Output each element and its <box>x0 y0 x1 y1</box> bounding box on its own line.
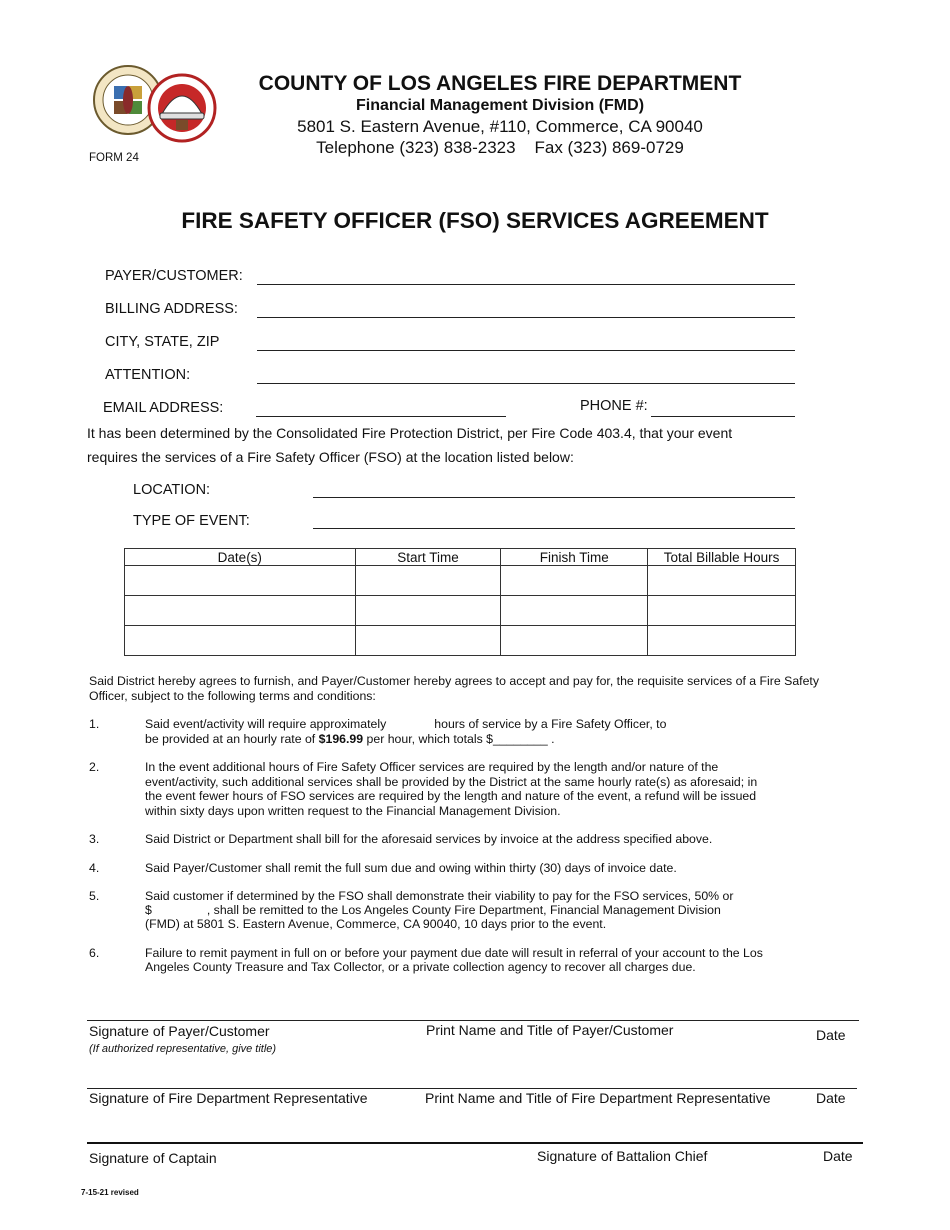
finish-time-cell[interactable] <box>501 626 648 656</box>
fd-date-label: Date <box>816 1090 846 1106</box>
terms-intro-line-2: Officer, subject to the following terms and conditions: <box>89 689 376 703</box>
battalion-chief-signature-label: Signature of Battalion Chief <box>537 1148 708 1164</box>
intro-line-2: requires the services of a Fire Safety Officer (FSO) at the location listed below: <box>87 449 574 465</box>
phone-field[interactable] <box>651 416 795 417</box>
schedule-table <box>124 548 796 656</box>
fd-print-name-label: Print Name and Title of Fire Department Representative <box>425 1090 771 1106</box>
term-6-line-1: Failure to remit payment in full on or before your payment due date will result in referral of your account to the Los <box>145 946 763 960</box>
start-time-cell[interactable] <box>355 596 501 626</box>
start-time-cell[interactable] <box>355 626 501 656</box>
term-2-line-2: event/activity, such additional services shall be provided by the District at the same hourly rate(s) as aforesaid; in <box>145 775 758 789</box>
payer-signature-line[interactable] <box>87 1020 859 1021</box>
payer-label: PAYER/CUSTOMER: <box>105 268 243 284</box>
billing-address-field[interactable] <box>257 317 795 318</box>
captain-signature-line[interactable] <box>87 1142 863 1144</box>
department-name: COUNTY OF LOS ANGELES FIRE DEPARTMENT <box>258 72 742 95</box>
fax-number: Fax (323) 869-0729 <box>534 138 684 157</box>
column-header-dates: Date(s) <box>125 549 356 566</box>
form-number: FORM 24 <box>89 152 139 164</box>
table-row <box>125 566 796 596</box>
hourly-rate: $196.99 <box>318 732 364 746</box>
column-header-total-hours: Total Billable Hours <box>648 549 796 566</box>
city-state-zip-field[interactable] <box>257 350 795 351</box>
term-1-line-1: Said event/activity will require approximately hours of service by a Fire Safety Officer, to <box>145 717 667 731</box>
total-hours-cell[interactable] <box>648 596 796 626</box>
table-row <box>125 626 796 656</box>
revision-date: 7-15-21 revised <box>81 1188 139 1197</box>
date-cell[interactable] <box>125 566 356 596</box>
term-2-line-1: In the event additional hours of Fire Safety Officer services are required by the length and/or nature of the <box>145 760 719 774</box>
phone-label: PHONE #: <box>580 398 648 414</box>
payer-signature-note: (If authorized representative, give title) <box>89 1043 277 1055</box>
term-5-line-2: $ , shall be remitted to the Los Angeles County Fire Department, Financial Management Division <box>145 903 721 917</box>
finish-time-cell[interactable] <box>501 566 648 596</box>
division-name: Financial Management Division (FMD) <box>355 97 645 114</box>
term-number: 5. <box>89 889 100 903</box>
table-row <box>125 596 796 626</box>
fd-signature-label: Signature of Fire Department Representative <box>89 1090 368 1106</box>
chief-date-label: Date <box>823 1148 853 1164</box>
payer-signature-label: Signature of Payer/Customer <box>89 1023 270 1039</box>
event-type-label: TYPE OF EVENT: <box>133 513 250 529</box>
column-header-start-time: Start Time <box>355 549 501 566</box>
attention-label: ATTENTION: <box>105 367 191 383</box>
payer-date-label: Date <box>816 1027 846 1043</box>
terms-intro-line-1: Said District hereby agrees to furnish, and Payer/Customer hereby agrees to accept and pay for, the requisite services of a Fire Safety <box>89 674 819 688</box>
telephone-number: Telephone (323) 838-2323 <box>316 138 516 157</box>
department-address: 5801 S. Eastern Avenue, #110, Commerce, CA 90040 <box>297 117 703 136</box>
term-5-line-1: Said customer if determined by the FSO shall demonstrate their viability to pay for the FSO services, 50% or <box>145 889 734 903</box>
term-number: 6. <box>89 946 100 960</box>
term-5-line-3: (FMD) at 5801 S. Eastern Avenue, Commerce, CA 90040, 10 days prior to the event. <box>145 917 607 931</box>
schedule-header-row <box>125 549 796 566</box>
location-field[interactable] <box>313 497 795 498</box>
payer-field[interactable] <box>257 284 795 285</box>
term-number: 4. <box>89 861 100 875</box>
billing-address-label: BILLING ADDRESS: <box>105 301 238 317</box>
term-6-line-2: Angeles County Treasure and Tax Collector, or a private collection agency to recover all charges due. <box>145 960 696 974</box>
term-2-line-3: the event fewer hours of FSO services are required by the length and nature of the event, a refund will be issued <box>145 789 757 803</box>
total-hours-cell[interactable] <box>648 566 796 596</box>
term-number: 3. <box>89 832 100 846</box>
event-type-field[interactable] <box>313 528 795 529</box>
page-title: FIRE SAFETY OFFICER (FSO) SERVICES AGREEMENT <box>181 208 769 233</box>
fd-signature-line[interactable] <box>87 1088 857 1089</box>
date-cell[interactable] <box>125 626 356 656</box>
payer-print-name-label: Print Name and Title of Payer/Customer <box>426 1022 674 1038</box>
intro-line-1: It has been determined by the Consolidated Fire Protection District, per Fire Code 403.4, that your event <box>87 425 733 441</box>
email-label: EMAIL ADDRESS: <box>103 400 224 416</box>
total-hours-cell[interactable] <box>648 626 796 656</box>
county-seal-and-fire-badge-logo <box>90 56 218 152</box>
column-header-finish-time: Finish Time <box>501 549 648 566</box>
department-contact <box>200 138 800 158</box>
attention-field[interactable] <box>257 383 795 384</box>
term-2-line-4: within sixty days upon written request to the Financial Management Division. <box>145 804 561 818</box>
city-state-zip-label: CITY, STATE, ZIP <box>105 334 220 350</box>
finish-time-cell[interactable] <box>501 596 648 626</box>
term-4-text: Said Payer/Customer shall remit the full sum due and owing within thirty (30) days of invoice date. <box>145 861 677 875</box>
captain-signature-label: Signature of Captain <box>89 1150 217 1166</box>
term-3-text: Said District or Department shall bill for the aforesaid services by invoice at the address specified above. <box>145 832 713 846</box>
term-number: 2. <box>89 760 100 774</box>
term-1-line-2: be provided at an hourly rate of $196.99 per hour, which totals $________ . <box>145 732 555 746</box>
email-field[interactable] <box>256 416 506 417</box>
date-cell[interactable] <box>125 596 356 626</box>
start-time-cell[interactable] <box>355 566 501 596</box>
location-label: LOCATION: <box>133 482 211 498</box>
term-number: 1. <box>89 717 100 731</box>
